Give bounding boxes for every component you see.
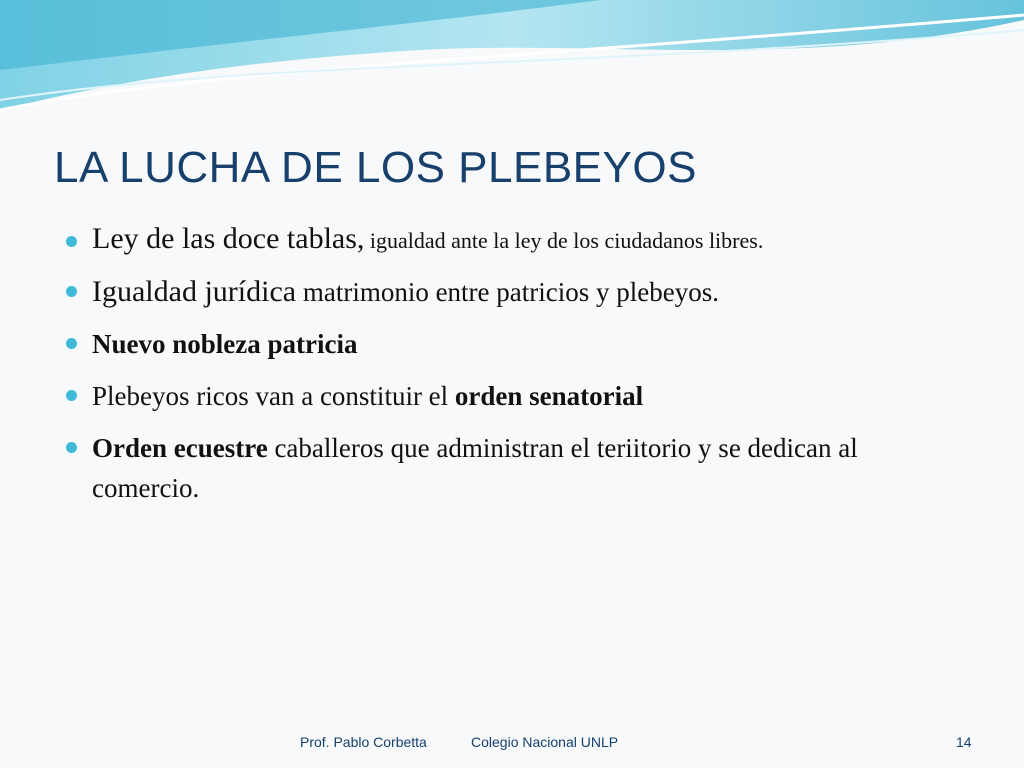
bullet-item — [62, 324, 962, 364]
footer-page-number: 14 — [956, 734, 972, 750]
bullet-lead: Plebeyos ricos van a constituir el — [92, 381, 455, 411]
bullet-detail: matrimonio entre patricios y plebeyos. — [296, 277, 719, 307]
footer-author: Prof. Pablo Corbetta — [300, 734, 427, 750]
bullet-icon — [66, 442, 77, 453]
bullet-detail: igualdad ante la ley de los ciudadanos libres. — [364, 228, 764, 253]
bullet-item — [62, 272, 962, 312]
bullet-detail: caballeros que administran el teriitorio y se dedican al comercio. — [92, 433, 858, 503]
bullet-icon — [66, 236, 77, 247]
bullet-item — [62, 428, 962, 508]
bullet-bold: Orden ecuestre — [92, 433, 268, 463]
bullet-bold: Nuevo nobleza patricia — [92, 329, 358, 359]
bullet-lead: Igualdad jurídica — [92, 275, 297, 308]
bullet-list — [62, 222, 962, 520]
bullet-item — [62, 222, 962, 258]
bullet-icon — [66, 338, 77, 349]
bullet-lead: Ley de las doce tablas, — [92, 222, 365, 255]
decorative-wave-header — [0, 0, 1024, 120]
bullet-item — [62, 376, 962, 416]
footer-school: Colegio Nacional UNLP — [471, 734, 619, 750]
bullet-icon — [66, 286, 77, 297]
bullet-bold: orden senatorial — [454, 381, 644, 411]
slide-title: LA LUCHA DE LOS PLEBEYOS — [54, 143, 697, 192]
bullet-icon — [66, 390, 77, 401]
